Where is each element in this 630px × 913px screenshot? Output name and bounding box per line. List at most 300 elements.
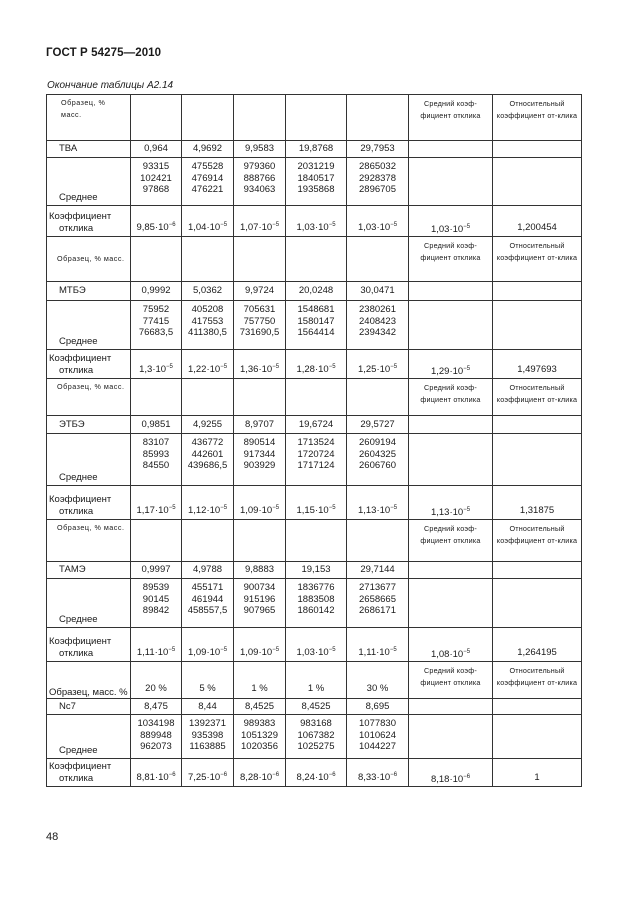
times-dot: ·10 bbox=[206, 363, 221, 375]
avg-coef-cell bbox=[409, 628, 493, 662]
sample-header-label: Образец, % масс. bbox=[57, 523, 125, 532]
response-coef-mantissa: 1,22 bbox=[187, 363, 207, 375]
peak-area-cell bbox=[286, 579, 347, 628]
response-coef-cell bbox=[131, 206, 182, 237]
peak-area-cell bbox=[131, 579, 182, 628]
peak-area-value: 889948 bbox=[140, 729, 172, 741]
empty-cell bbox=[234, 95, 286, 141]
component-name-cell bbox=[47, 562, 131, 579]
peak-area-value: 2713677 bbox=[359, 582, 396, 593]
peak-area-value: 455171 bbox=[191, 582, 224, 593]
empty-cell bbox=[409, 699, 493, 715]
response-coef-mantissa: 7,25 bbox=[187, 771, 207, 783]
response-coef-mantissa: 1,04 bbox=[187, 221, 207, 233]
response-coef-mantissa: 1,28 bbox=[296, 363, 315, 375]
concentration-cell bbox=[131, 699, 182, 715]
rel-coef-header bbox=[493, 237, 582, 282]
response-coef-mantissa: 8,24 bbox=[296, 771, 315, 783]
concentration-value: 9,9583 bbox=[244, 143, 275, 155]
times-dot: ·10 bbox=[206, 646, 221, 658]
coef-label: Коэффициент отклика bbox=[49, 636, 112, 659]
sample-percent-cell bbox=[286, 662, 347, 699]
peak-area-value: 2658665 bbox=[359, 593, 396, 605]
sample-percent-cell bbox=[234, 662, 286, 699]
sample-header-label: Образец, % масс. bbox=[61, 98, 106, 119]
times-dot: ·10 bbox=[206, 504, 221, 516]
sample-header-label: Образец, % масс. bbox=[57, 382, 125, 391]
response-coef-exponent: −5 bbox=[390, 504, 398, 511]
times-dot: ·10 bbox=[376, 363, 391, 375]
peak-area-value: 2609194 bbox=[359, 437, 396, 448]
times-dot: ·10 bbox=[449, 648, 464, 660]
times-dot: ·10 bbox=[154, 646, 169, 658]
sample-percent: 1 % bbox=[251, 682, 268, 694]
concentration-cell bbox=[131, 416, 182, 434]
rel-coef-cell bbox=[493, 350, 582, 379]
response-coef-cell bbox=[182, 628, 234, 662]
response-coef-mantissa: 1,07 bbox=[239, 221, 259, 233]
concentration-value: 29,7144 bbox=[360, 564, 395, 576]
times-dot: ·10 bbox=[258, 646, 273, 658]
peak-area-mean: 2896705 bbox=[359, 184, 396, 195]
peak-area-value: 1034198 bbox=[137, 718, 175, 729]
avg-coef-header bbox=[409, 379, 493, 416]
sample-header-row bbox=[47, 379, 582, 416]
response-coef-cell bbox=[234, 350, 286, 379]
empty-cell bbox=[182, 237, 234, 282]
concentration-cell bbox=[347, 699, 409, 715]
times-dot: ·10 bbox=[154, 771, 169, 783]
coef-label-cell bbox=[47, 206, 131, 237]
mean-label: Среднее bbox=[59, 744, 98, 756]
concentration-cell bbox=[347, 416, 409, 434]
component-name: ТВА bbox=[59, 143, 78, 155]
concentration-cell bbox=[286, 416, 347, 434]
peak-area-mean: 1020356 bbox=[241, 741, 278, 752]
peak-area-mean: 89842 bbox=[142, 605, 170, 616]
response-coef-exponent: −6 bbox=[220, 771, 228, 778]
rel-coef-header bbox=[493, 95, 582, 141]
peak-area-mean: 903929 bbox=[243, 460, 276, 471]
concentration-cell bbox=[286, 699, 347, 715]
concentration-cell bbox=[286, 282, 347, 301]
concentration-cell bbox=[131, 141, 182, 158]
response-coef-cell bbox=[234, 628, 286, 662]
rel-coef-cell bbox=[493, 206, 582, 237]
peak-area-value: 1840517 bbox=[297, 172, 335, 184]
empty-cell bbox=[347, 379, 409, 416]
response-coef-mantissa: 9,85 bbox=[136, 221, 155, 233]
sample-header-label: Образец, масс. % bbox=[49, 686, 128, 698]
peak-area-cell bbox=[286, 434, 347, 486]
times-dot: ·10 bbox=[376, 646, 390, 658]
rel-coef-header-label: Относительный коэффициент от-клика bbox=[496, 666, 578, 687]
table-caption: Окончание таблицы А2.14 bbox=[47, 80, 174, 91]
rel-coef-header bbox=[493, 379, 582, 416]
peak-area-value: 935398 bbox=[191, 729, 224, 741]
times-dot: ·10 bbox=[152, 363, 167, 375]
response-coef-cell bbox=[182, 486, 234, 520]
response-coef-exponent: −5 bbox=[390, 221, 398, 228]
concentration-value: 19,6724 bbox=[298, 418, 334, 430]
peak-area-cell bbox=[182, 579, 234, 628]
empty-cell bbox=[493, 301, 582, 350]
peak-area-cell bbox=[234, 715, 286, 759]
peak-area-value: 989383 bbox=[243, 718, 276, 729]
peak-area-cell bbox=[234, 434, 286, 486]
peak-area-value: 983168 bbox=[300, 718, 332, 729]
response-coef-exponent: −5 bbox=[220, 221, 228, 228]
times-dot: ·10 bbox=[258, 221, 273, 233]
document-header: ГОСТ Р 54275—2010 bbox=[46, 47, 162, 59]
peak-area-row bbox=[47, 158, 582, 206]
avg-coef-cell bbox=[409, 486, 493, 520]
peak-area-cell bbox=[131, 715, 182, 759]
mean-label-cell bbox=[47, 579, 131, 628]
empty-cell bbox=[409, 562, 493, 579]
times-dot: ·10 bbox=[449, 223, 464, 235]
peak-area-mean: 439686,5 bbox=[187, 460, 228, 471]
times-dot: ·10 bbox=[154, 221, 169, 233]
sample-header-cell bbox=[47, 662, 131, 699]
component-name: ТАМЭ bbox=[59, 564, 86, 576]
peak-area-value: 436772 bbox=[191, 437, 224, 448]
concentration-cell bbox=[234, 699, 286, 715]
sample-percent: 30 % bbox=[366, 682, 389, 694]
rel-coef-value: 1 bbox=[534, 771, 540, 783]
peak-area-value: 705631 bbox=[243, 304, 276, 315]
peak-area-value: 1580147 bbox=[297, 315, 335, 327]
response-coef-mantissa: 1,03 bbox=[296, 646, 315, 658]
response-coef-cell bbox=[182, 206, 234, 237]
coef-label: Коэффициент отклика bbox=[49, 353, 112, 376]
concentration-value: 4,9692 bbox=[192, 143, 223, 155]
concentration-row bbox=[47, 416, 582, 434]
times-dot: ·10 bbox=[314, 221, 329, 233]
times-dot: ·10 bbox=[449, 773, 464, 785]
avg-coef-cell bbox=[409, 350, 493, 379]
component-name-cell bbox=[47, 699, 131, 715]
avg-coef-header-label: Средний коэф-фициент отклика bbox=[420, 241, 481, 262]
sample-percent-cell bbox=[131, 662, 182, 699]
mean-label: Среднее bbox=[59, 191, 98, 203]
sample-header-cell bbox=[47, 520, 131, 562]
response-coef-exponent: −5 bbox=[389, 646, 397, 653]
response-coef-exponent: −5 bbox=[166, 363, 173, 370]
response-coef-exponent: −5 bbox=[168, 646, 176, 653]
response-coef-exponent: −6 bbox=[390, 771, 398, 778]
peak-area-value: 75952 bbox=[142, 304, 170, 315]
concentration-cell bbox=[182, 699, 234, 715]
sample-header-label: Образец, % масс. bbox=[57, 254, 125, 263]
mean-label-cell bbox=[47, 301, 131, 350]
peak-area-cell bbox=[286, 715, 347, 759]
response-coef-mantissa: 1,11 bbox=[358, 646, 377, 658]
response-coef-mantissa: 1,15 bbox=[296, 504, 315, 516]
concentration-cell bbox=[234, 416, 286, 434]
sample-header-row bbox=[47, 520, 582, 562]
rel-coef-value: 1,31875 bbox=[519, 504, 555, 516]
concentration-value: 9,9724 bbox=[244, 285, 275, 297]
response-coef-exponent: −5 bbox=[272, 504, 280, 511]
times-dot: ·10 bbox=[376, 504, 391, 516]
rel-coef-cell bbox=[493, 628, 582, 662]
response-coef-cell bbox=[286, 486, 347, 520]
concentration-cell bbox=[234, 141, 286, 158]
peak-area-mean: 1860142 bbox=[297, 605, 335, 616]
sample-header-row bbox=[47, 95, 582, 141]
peak-area-value: 1010624 bbox=[359, 729, 396, 741]
response-coef-exponent: −5 bbox=[272, 221, 280, 228]
response-coef-mantissa: 1,36 bbox=[239, 363, 259, 375]
times-dot: ·10 bbox=[154, 504, 169, 516]
avg-coef-header bbox=[409, 520, 493, 562]
response-coef-exponent: −5 bbox=[390, 363, 398, 370]
peak-area-mean: 411380,5 bbox=[188, 327, 227, 338]
times-dot: ·10 bbox=[376, 771, 391, 783]
peak-area-mean: 731690,5 bbox=[239, 327, 280, 338]
concentration-value: 19,8768 bbox=[298, 143, 334, 155]
peak-area-value: 417553 bbox=[191, 315, 224, 327]
empty-cell bbox=[347, 520, 409, 562]
peak-area-mean: 2686171 bbox=[359, 605, 396, 616]
empty-cell bbox=[182, 520, 234, 562]
response-coef-cell bbox=[131, 350, 182, 379]
concentration-value: 8,9707 bbox=[244, 418, 275, 430]
sample-header-row bbox=[47, 237, 582, 282]
empty-cell bbox=[409, 579, 493, 628]
concentration-value: 8,44 bbox=[198, 700, 217, 712]
concentration-cell bbox=[347, 282, 409, 301]
peak-area-mean: 2606760 bbox=[359, 460, 396, 471]
empty-cell bbox=[347, 237, 409, 282]
empty-cell bbox=[493, 416, 582, 434]
empty-cell bbox=[286, 520, 347, 562]
peak-area-cell bbox=[347, 158, 409, 206]
response-coef-mantissa: 1,11 bbox=[136, 646, 155, 658]
response-coef-row bbox=[47, 486, 582, 520]
concentration-value: 0,964 bbox=[144, 143, 168, 155]
times-dot: ·10 bbox=[314, 646, 329, 658]
response-coef-exponent: −6 bbox=[272, 771, 280, 778]
empty-cell bbox=[493, 699, 582, 715]
peak-area-value: 757750 bbox=[243, 315, 276, 327]
rel-coef-header-label: Относительный коэффициент от-клика bbox=[496, 524, 578, 545]
peak-area-row bbox=[47, 715, 582, 759]
empty-cell bbox=[493, 158, 582, 206]
concentration-value: 29,7953 bbox=[360, 143, 395, 155]
concentration-value: 19,153 bbox=[301, 564, 331, 576]
response-coef-cell bbox=[131, 759, 182, 787]
peak-area-value: 102421 bbox=[140, 172, 172, 184]
peak-area-value: 1067382 bbox=[297, 729, 335, 741]
peak-area-mean: 1044227 bbox=[359, 741, 396, 752]
mean-label-cell bbox=[47, 715, 131, 759]
peak-area-mean: 458557,5 bbox=[187, 605, 228, 616]
concentration-row bbox=[47, 699, 582, 715]
peak-area-value: 979360 bbox=[243, 161, 276, 172]
sample-percent: 5 % bbox=[199, 682, 216, 694]
rel-coef-value: 1,497693 bbox=[517, 363, 557, 375]
empty-cell bbox=[409, 301, 493, 350]
empty-cell bbox=[409, 158, 493, 206]
concentration-cell bbox=[234, 562, 286, 579]
avg-coef-header-label: Средний коэф-фициент отклика bbox=[420, 524, 481, 545]
response-coef-mantissa: 1,03 bbox=[357, 221, 377, 233]
concentration-value: 0,9851 bbox=[141, 418, 171, 430]
empty-cell bbox=[182, 379, 234, 416]
response-factor-table bbox=[46, 94, 582, 787]
avg-coef-header bbox=[409, 237, 493, 282]
peak-area-row bbox=[47, 301, 582, 350]
response-coef-cell bbox=[182, 759, 234, 787]
peak-area-mean: 1025275 bbox=[297, 741, 335, 752]
empty-cell bbox=[234, 520, 286, 562]
sample-header-row bbox=[47, 662, 582, 699]
peak-area-value: 1548681 bbox=[297, 304, 335, 315]
sample-header-cell bbox=[47, 95, 131, 141]
concentration-value: 30,0471 bbox=[360, 285, 395, 297]
component-name: Nc7 bbox=[59, 700, 76, 712]
response-coef-cell bbox=[234, 759, 286, 787]
peak-area-mean: 962073 bbox=[140, 741, 172, 752]
component-name-cell bbox=[47, 282, 131, 301]
empty-cell bbox=[493, 282, 582, 301]
response-coef-mantissa: 1,09 bbox=[187, 646, 207, 658]
response-coef-mantissa: 1,13 bbox=[357, 504, 377, 516]
avg-coef-cell bbox=[409, 759, 493, 787]
mean-label: Среднее bbox=[59, 613, 98, 625]
empty-cell bbox=[234, 379, 286, 416]
response-coef-mantissa: 8,33 bbox=[357, 771, 377, 783]
response-coef-exponent: −5 bbox=[272, 646, 280, 653]
peak-area-cell bbox=[182, 434, 234, 486]
peak-area-mean: 1935868 bbox=[297, 184, 335, 195]
times-dot: ·10 bbox=[314, 504, 329, 516]
peak-area-mean: 1163885 bbox=[189, 741, 226, 752]
coef-label-cell bbox=[47, 350, 131, 379]
times-dot: ·10 bbox=[314, 771, 329, 783]
peak-area-value: 2928378 bbox=[359, 172, 396, 184]
peak-area-value: 2380261 bbox=[359, 304, 396, 315]
peak-area-value: 476914 bbox=[191, 172, 224, 184]
peak-area-value: 1836776 bbox=[297, 582, 335, 593]
concentration-cell bbox=[182, 282, 234, 301]
peak-area-value: 888766 bbox=[243, 172, 276, 184]
coef-label-cell bbox=[47, 628, 131, 662]
sample-percent: 1 % bbox=[307, 682, 325, 694]
peak-area-value: 1720724 bbox=[297, 448, 335, 460]
concentration-value: 8,695 bbox=[365, 700, 390, 712]
rel-coef-header-label: Относительный коэффициент от-клика bbox=[496, 383, 578, 404]
concentration-value: 0,9997 bbox=[141, 564, 171, 576]
empty-cell bbox=[131, 237, 182, 282]
empty-cell bbox=[409, 141, 493, 158]
peak-area-cell bbox=[182, 158, 234, 206]
peak-area-cell bbox=[347, 301, 409, 350]
peak-area-value: 442601 bbox=[191, 448, 224, 460]
peak-area-mean: 84550 bbox=[142, 460, 170, 471]
concentration-value: 20,0248 bbox=[298, 285, 334, 297]
peak-area-cell bbox=[286, 158, 347, 206]
avg-coef-cell bbox=[409, 206, 493, 237]
response-coef-cell bbox=[286, 628, 347, 662]
sample-header-cell bbox=[47, 379, 131, 416]
response-coef-row bbox=[47, 628, 582, 662]
rel-coef-header bbox=[493, 662, 582, 699]
response-coef-mantissa: 1,17 bbox=[136, 504, 155, 516]
peak-area-value: 89539 bbox=[142, 582, 170, 593]
avg-coef-header bbox=[409, 662, 493, 699]
response-coef-exponent: −5 bbox=[272, 363, 280, 370]
times-dot: ·10 bbox=[376, 221, 391, 233]
avg-coef-exponent: −5 bbox=[463, 648, 471, 655]
empty-cell bbox=[409, 282, 493, 301]
avg-coef-header-label: Средний коэф-фициент отклика bbox=[420, 99, 481, 120]
peak-area-cell bbox=[131, 301, 182, 350]
peak-area-value: 2604325 bbox=[359, 448, 396, 460]
concentration-row bbox=[47, 141, 582, 158]
sample-header-cell bbox=[47, 237, 131, 282]
coef-label-cell bbox=[47, 759, 131, 787]
empty-cell bbox=[131, 95, 182, 141]
rel-coef-header-label: Относительный коэффициент от-клика bbox=[496, 241, 578, 262]
response-coef-mantissa: 1,25 bbox=[357, 363, 377, 375]
concentration-value: 0,9992 bbox=[141, 285, 171, 297]
peak-area-cell bbox=[347, 434, 409, 486]
times-dot: ·10 bbox=[258, 363, 273, 375]
response-coef-exponent: −6 bbox=[328, 771, 336, 778]
response-coef-exponent: −5 bbox=[328, 363, 336, 370]
rel-coef-header-label: Относительный коэффициент от-клика bbox=[496, 99, 578, 120]
concentration-cell bbox=[182, 562, 234, 579]
concentration-value: 8,4525 bbox=[244, 700, 275, 712]
rel-coef-header bbox=[493, 520, 582, 562]
concentration-cell bbox=[182, 141, 234, 158]
response-coef-mantissa: 8,28 bbox=[239, 771, 259, 783]
concentration-cell bbox=[131, 562, 182, 579]
peak-area-row bbox=[47, 579, 582, 628]
concentration-value: 4,9255 bbox=[192, 418, 223, 430]
response-coef-exponent: −5 bbox=[220, 363, 228, 370]
peak-area-value: 1883508 bbox=[297, 593, 335, 605]
peak-area-mean: 907965 bbox=[243, 605, 276, 616]
times-dot: ·10 bbox=[206, 771, 221, 783]
component-name: ЭТБЭ bbox=[59, 418, 85, 430]
empty-cell bbox=[493, 715, 582, 759]
peak-area-cell bbox=[131, 158, 182, 206]
response-coef-cell bbox=[347, 759, 409, 787]
peak-area-mean: 476221 bbox=[191, 184, 224, 195]
response-coef-mantissa: 1,09 bbox=[239, 504, 259, 516]
empty-cell bbox=[493, 562, 582, 579]
response-coef-row bbox=[47, 759, 582, 787]
avg-coef-exponent: −6 bbox=[463, 773, 471, 780]
empty-cell bbox=[493, 579, 582, 628]
empty-cell bbox=[409, 434, 493, 486]
coef-label: Коэффициент отклика bbox=[49, 494, 112, 517]
avg-coef-mantissa: 1,03 bbox=[430, 223, 450, 235]
concentration-value: 4,9788 bbox=[192, 564, 223, 576]
response-coef-exponent: −5 bbox=[328, 646, 336, 653]
concentration-value: 9,8883 bbox=[244, 564, 275, 576]
mean-label: Среднее bbox=[59, 471, 98, 483]
response-coef-cell bbox=[347, 206, 409, 237]
mean-label-cell bbox=[47, 434, 131, 486]
peak-area-mean: 97868 bbox=[142, 184, 170, 195]
response-coef-cell bbox=[347, 628, 409, 662]
peak-area-value: 915196 bbox=[243, 593, 276, 605]
